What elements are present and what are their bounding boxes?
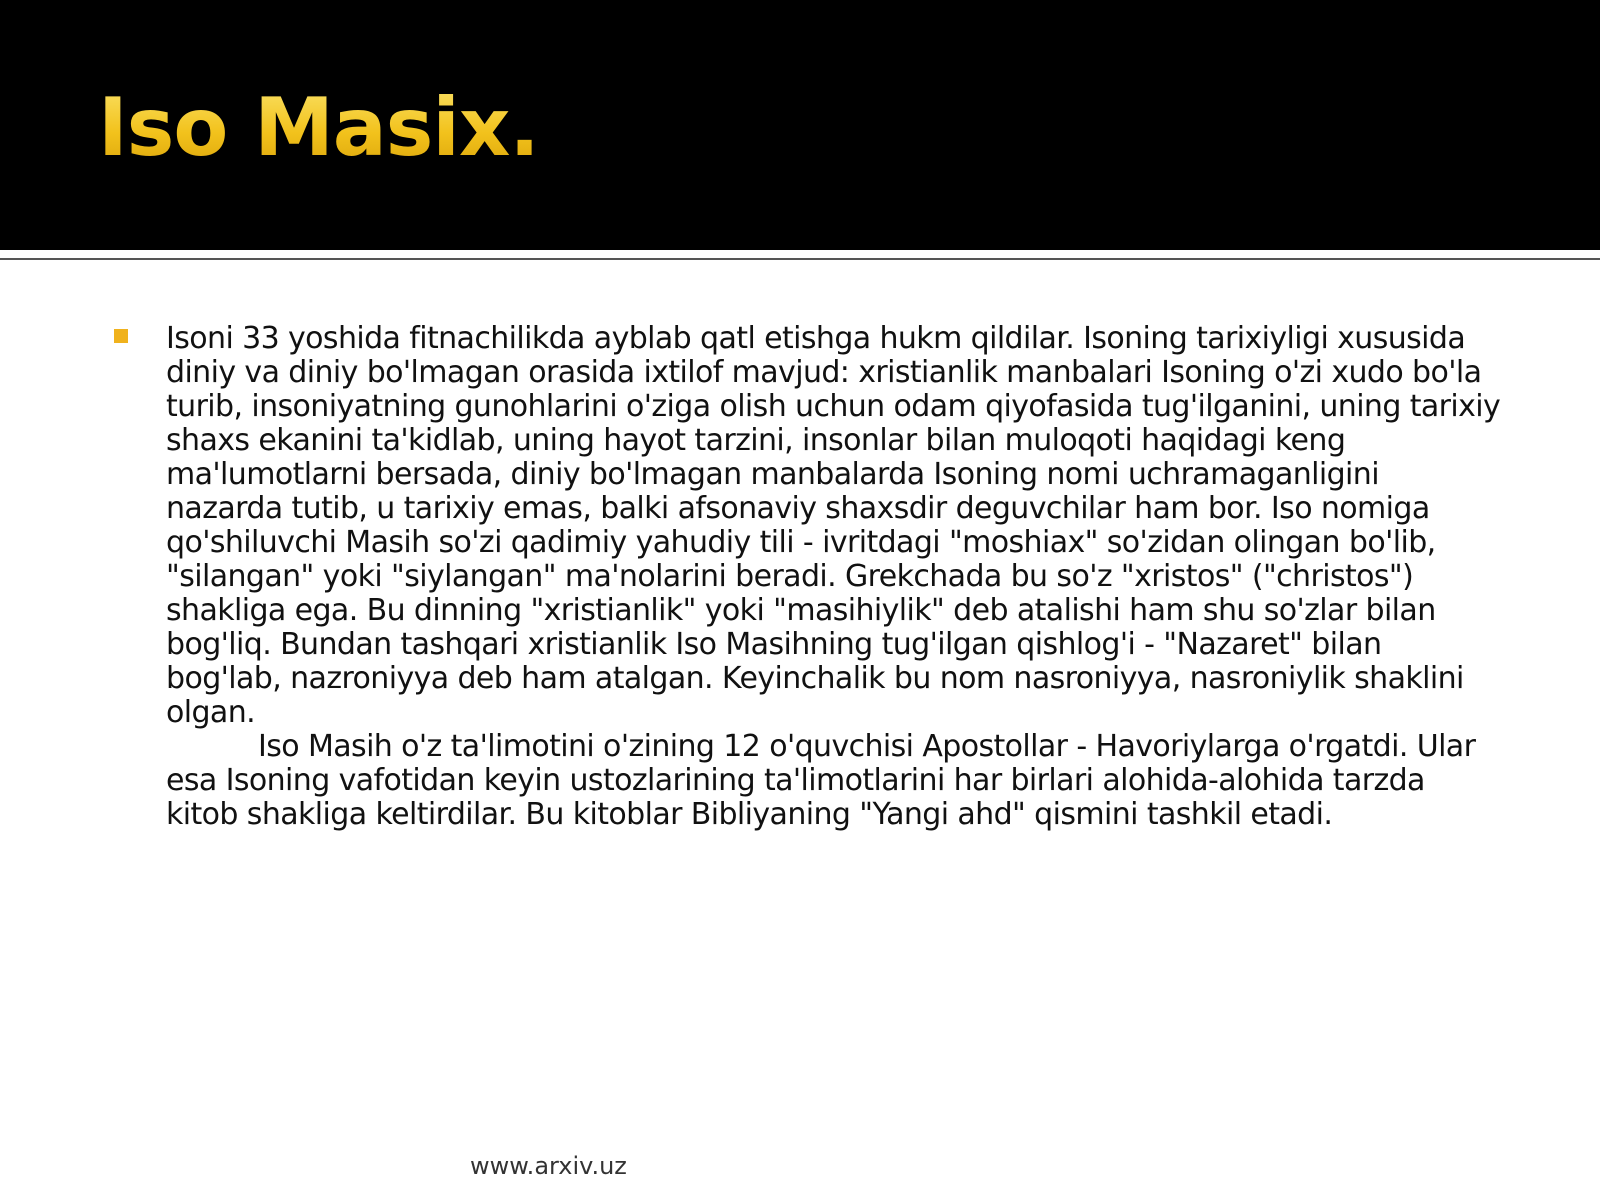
body-paragraph-2: Iso Masih o'z ta'limotini o'zining 12 o'quvchisi Apostollar - Havoriylarga o'rgatdi. Ular esa Isoning vafotidan keyin ustozlarining ta'limotlarini har birlari alohida-alohida tarzda kitob shakliga keltirdilar. Bu kitoblar Bibliyaning "Yangi ahd" qismini tashkil etadi. <box>166 729 1476 832</box>
bullet-body <box>166 322 1502 832</box>
header-divider <box>0 258 1600 260</box>
body-paragraph-1: Isoni 33 yoshida fitnachilikda ayblab qatl etishga hukm qildilar. Isoning tarixiyligi xususida diniy va diniy bo'lmagan orasida ixtilof mavjud: xristianlik manbalari Isoning o'zi xudo bo'la turib, insoniyatning gunohlarini o'ziga olish uchun odam qiyofasida tug'ilganini, uning tarixiy shaxs ekanini ta'kidlab, uning hayot tarzini, insonlar bilan muloqoti haqidagi keng ma'lumotlarni bersada, diniy bo'lmagan manbalarda Isoning nomi uchramaganligini nazarda tutib, u tarixiy emas, balki afsonaviy shaxsdir deguvchilar ham bor. Iso nomiga qo'shiluvchi Masih so'zi qadimiy yahudiy tili - ivritdagi "moshiax" so'zidan olingan bo'lib, "silangan" yoki "siylangan" ma'nolarini beradi. Grekchada bu so'z "xristos" ("christos") shakliga ega. Bu dinning "xristianlik" yoki "masihiylik" deb atalishi ham shu so'zlar bilan bog'liq. Bundan tashqari xristianlik Iso Masihning tug'ilgan qishlog'i - "Nazaret" bilan bog'lab, nazroniyya deb ham atalgan. Keyinchalik bu nom nasroniyya, nasroniylik shaklini olgan. <box>166 321 1501 730</box>
slide-title: Iso Masix. <box>98 81 539 174</box>
bullet-square-icon <box>114 329 128 343</box>
title-bar <box>0 0 1600 250</box>
footer-source: www.arxiv.uz <box>470 1152 627 1180</box>
